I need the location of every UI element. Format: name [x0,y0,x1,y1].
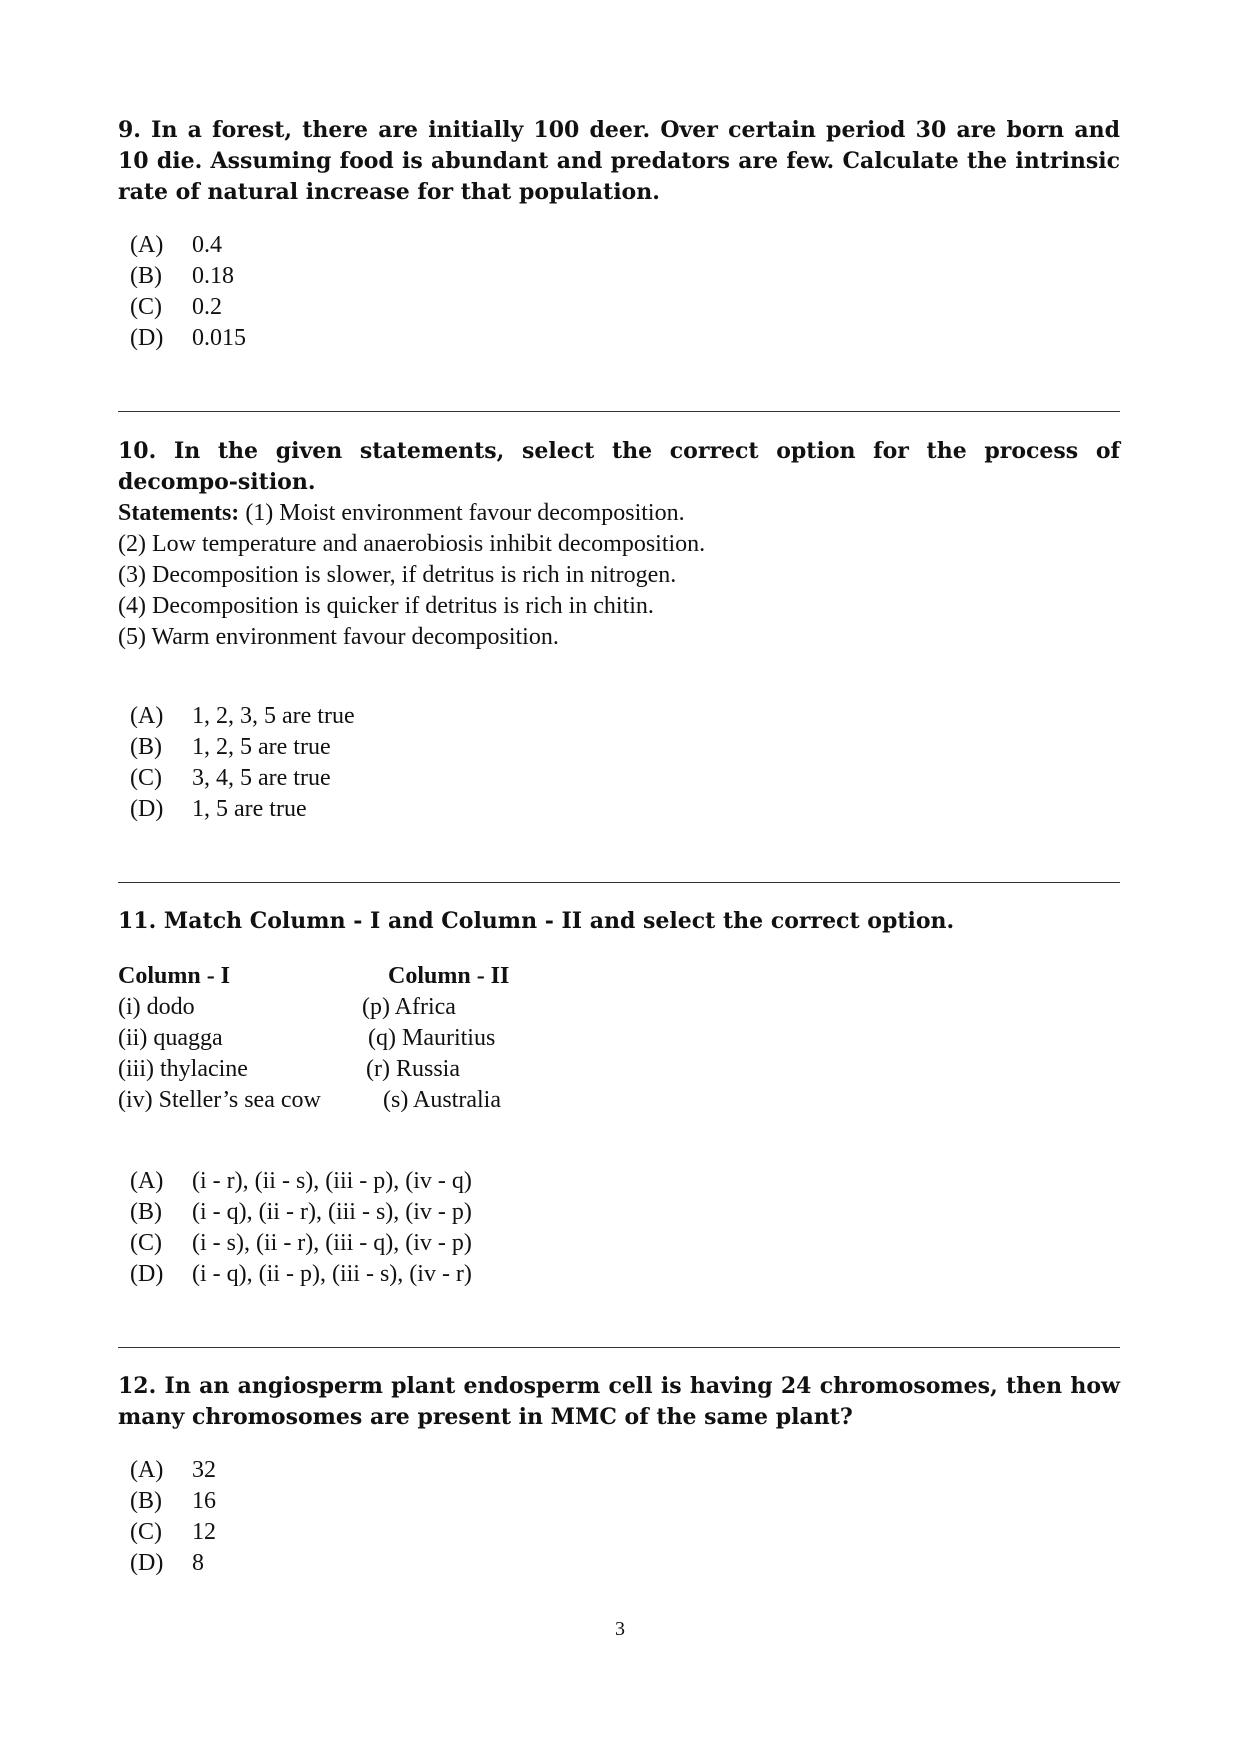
option-c [118,1517,1120,1548]
question-12-text: 12. In an angiosperm plant endosperm cell is having 24 chromosomes, then how many chromosomes are present in MMC of the same plant? [118,1373,1120,1430]
option-label: (C) [130,765,162,791]
statement: (4) Decomposition is quicker if detritus is rich in chitin. [118,593,654,619]
statement [118,498,1120,529]
option-b [118,1197,1120,1228]
option-label: (D) [130,325,164,351]
question-9-options [118,230,1120,354]
option-value: 0.015 [192,325,246,351]
question-10-options [118,701,1120,825]
option-b [118,261,1120,292]
option-value: (i - q), (ii - p), (iii - s), (iv - r) [192,1261,472,1287]
page-number: 3 [615,1618,625,1640]
column-1-header: Column - I [118,963,231,989]
statement-text: (1) Moist environment favour decomposition. [245,500,685,526]
option-a [118,1166,1120,1197]
option-label: (B) [130,263,162,289]
column-2-item: (p) Africa [362,994,456,1020]
option-label: (B) [130,1488,162,1514]
question-10-statements [118,498,1120,653]
option-value: (i - s), (ii - r), (iii - q), (iv - p) [192,1230,472,1256]
option-value: 1, 5 are true [192,796,307,822]
option-value: 16 [192,1488,216,1514]
option-label: (D) [130,1261,164,1287]
statement: (3) Decomposition is slower, if detritus is rich in nitrogen. [118,562,677,588]
option-label: (A) [130,703,164,729]
option-label: (C) [130,294,162,320]
option-d [118,794,1120,825]
column-2-item: (s) Australia [383,1087,501,1113]
option-value: 0.18 [192,263,234,289]
option-value: 3, 4, 5 are true [192,765,331,791]
option-value: 12 [192,1519,216,1545]
option-c [118,292,1120,323]
option-c [118,1228,1120,1259]
separator [118,411,1120,412]
option-b [118,1486,1120,1517]
column-1-item: (i) dodo [118,994,195,1020]
option-b [118,732,1120,763]
option-label: (A) [130,1457,164,1483]
option-d [118,323,1120,354]
option-value: 1, 2, 5 are true [192,734,331,760]
option-label: (C) [130,1230,162,1256]
column-2-item: (r) Russia [366,1056,460,1082]
question-11-options [118,1166,1120,1290]
option-label: (D) [130,1550,164,1576]
column-2-header: Column - II [388,963,510,989]
option-c [118,763,1120,794]
option-label: (A) [130,232,164,258]
separator [118,1347,1120,1348]
option-label: (A) [130,1168,164,1194]
question-11-text: 11. Match Column - I and Column - II and select the correct option. [118,908,955,934]
column-2 [362,961,509,1116]
option-label: (B) [130,734,162,760]
column-1 [118,961,321,1116]
option-label: (B) [130,1199,162,1225]
question-9-text: 9. In a forest, there are initially 100 deer. Over certain period 30 are born and 10 die. Assuming food is abundant and predators are few. Calculate the intrinsic rate of natural increase for that population. [118,117,1120,205]
option-value: 0.4 [192,232,222,258]
option-d [118,1548,1120,1579]
option-value: 0.2 [192,294,222,320]
question-10-text: 10. In the given statements, select the correct option for the process of decompo-sition. [118,438,1120,495]
option-a [118,1455,1120,1486]
column-2-item: (q) Mauritius [368,1025,496,1051]
option-d [118,1259,1120,1290]
statements-label: Statements: [118,500,240,526]
option-value: 32 [192,1457,216,1483]
option-value: 8 [192,1550,204,1576]
option-a [118,230,1120,261]
column-1-item: (iii) thylacine [118,1056,248,1082]
option-value: (i - q), (ii - r), (iii - s), (iv - p) [192,1199,472,1225]
option-label: (C) [130,1519,162,1545]
option-value: 1, 2, 3, 5 are true [192,703,355,729]
separator [118,882,1120,883]
column-1-item: (iv) Steller’s sea cow [118,1087,321,1113]
option-a [118,701,1120,732]
option-label: (D) [130,796,164,822]
question-12-options [118,1455,1120,1579]
option-value: (i - r), (ii - s), (iii - p), (iv - q) [192,1168,472,1194]
statement: (2) Low temperature and anaerobiosis inhibit decomposition. [118,531,706,557]
column-1-item: (ii) quagga [118,1025,223,1051]
statement: (5) Warm environment favour decomposition. [118,624,559,650]
